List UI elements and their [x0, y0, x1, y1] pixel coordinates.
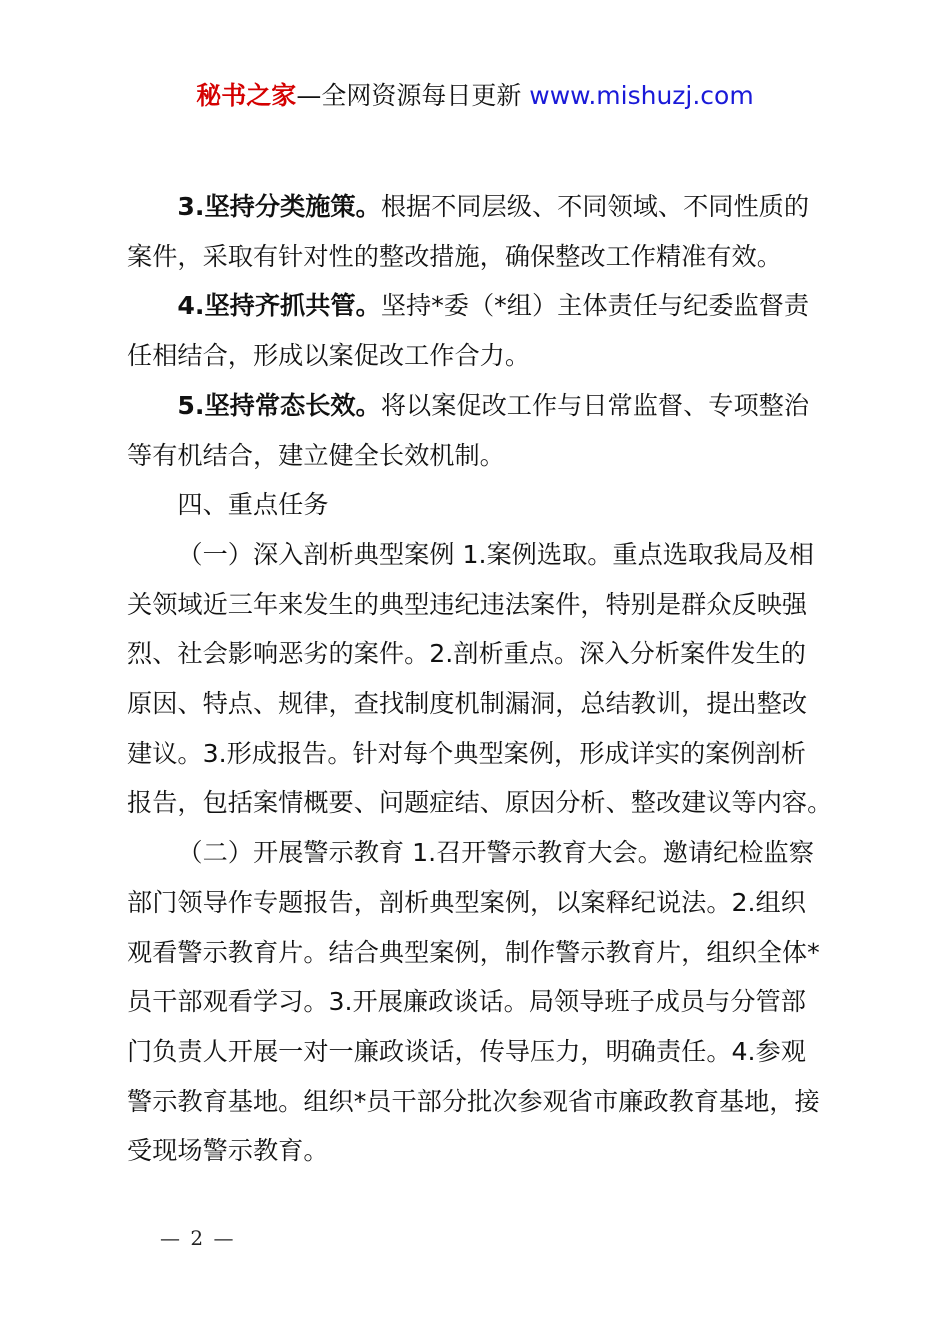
paragraph-line: 任相结合，形成以案促改工作合力。 — [127, 341, 530, 371]
paragraph-line: 烈、社会影响恶劣的案件。2.剖析重点。深入分析案件发生的 — [127, 639, 806, 669]
paragraph-line: （一）深入剖析典型案例 1.案例选取。重点选取我局及相 — [177, 539, 814, 569]
section-heading-key-tasks — [127, 480, 839, 530]
site-url[interactable]: www.mishuzj.com — [529, 81, 754, 110]
paragraph-principle-3 — [127, 182, 839, 281]
paragraph-principle-5 — [127, 381, 839, 480]
paragraph-line: 3.坚持分类施策。根据不同层级、不同领域、不同性质的 — [177, 192, 809, 221]
paragraph-line: 关领域近三年来发生的典型违纪违法案件，特别是群众反映强 — [127, 589, 808, 619]
paragraph-line: 4.坚持齐抓共管。坚持*委（*组）主体责任与纪委监督责 — [177, 291, 809, 321]
paragraph-task-1 — [127, 530, 839, 828]
site-brand: 秘书之家 — [196, 81, 297, 110]
paragraph-line: 门负责人开展一对一廉政谈话，传导压力，明确责任。4.参观 — [127, 1036, 806, 1066]
paragraph-line: 等有机结合，建立健全长效机制。 — [127, 440, 505, 470]
paragraph-line: 部门领导作专题报告，剖析典型案例，以案释纪说法。2.组织 — [127, 887, 806, 917]
paragraph-line: 观看警示教育片。结合典型案例，制作警示教育片，组织全体* — [127, 937, 820, 967]
paragraph-line: 原因、特点、规律，查找制度机制漏洞，总结教训，提出整改 — [127, 689, 808, 719]
paragraph-line: （二）开展警示教育 1.召开警示教育大会。邀请纪检监察 — [177, 838, 814, 868]
paragraph-line: 受现场警示教育。 — [127, 1136, 329, 1166]
paragraph-line: 建议。3.形成报告。针对每个典型案例，形成详实的案例剖析 — [127, 738, 806, 768]
paragraph-line: 5.坚持常态长效。将以案促改工作与日常监督、专项整治 — [177, 390, 809, 420]
principle-heading: 4.坚持齐抓共管。 — [177, 291, 381, 321]
document-header — [0, 78, 950, 114]
paragraph-line: 警示教育基地。组织*员干部分批次参观省市廉政教育基地，接 — [127, 1086, 820, 1116]
site-tagline: —全网资源每日更新 — [296, 81, 522, 110]
paragraph-line: 员干部观看学习。3.开展廉政谈话。局领导班子成员与分管部 — [127, 987, 806, 1017]
principle-heading: 5.坚持常态长效。 — [177, 390, 381, 420]
paragraph-line: 四、重点任务 — [177, 490, 329, 520]
paragraph-line: 报告，包括案情概要、问题症结、原因分析、整改建议等内容。 — [127, 788, 833, 818]
document-body — [127, 182, 839, 1176]
principle-heading: 3.坚持分类施策。 — [177, 192, 381, 221]
paragraph-principle-4 — [127, 281, 839, 380]
paragraph-task-2 — [127, 828, 839, 1176]
page-number: — 2 — — [160, 1226, 236, 1250]
paragraph-line: 案件，采取有针对性的整改措施，确保整改工作精准有效。 — [127, 241, 782, 271]
